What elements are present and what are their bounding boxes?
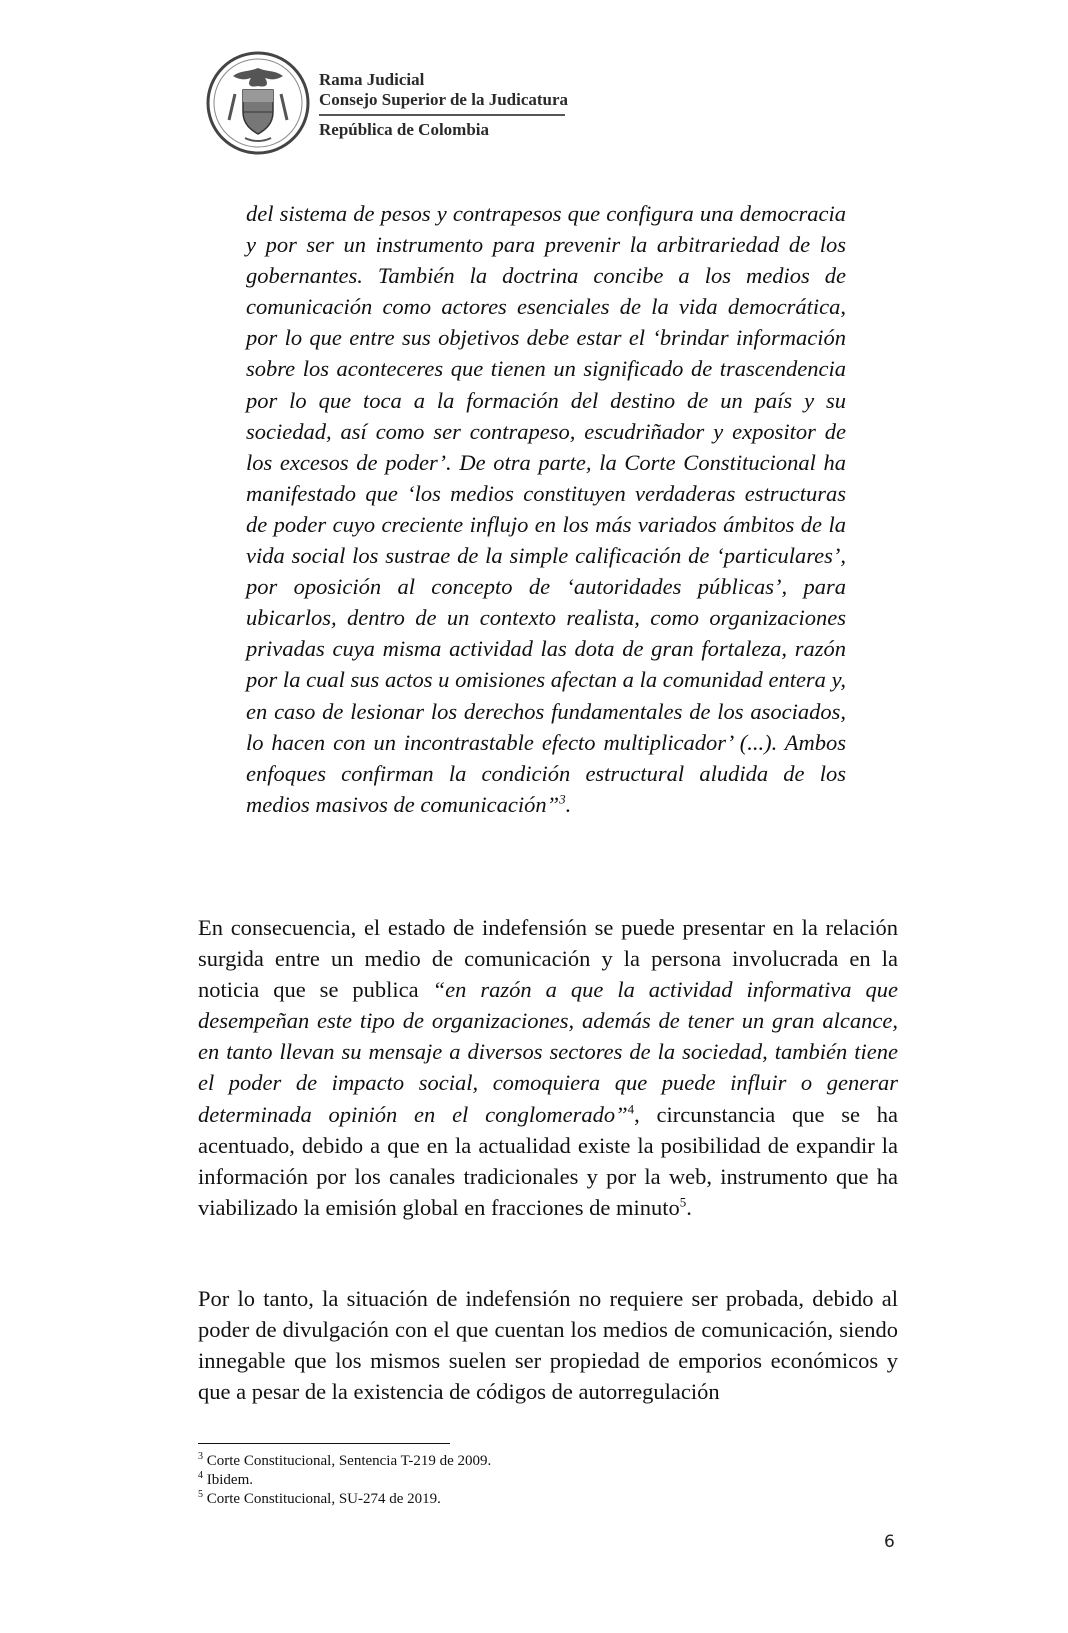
page-number: 6	[884, 1532, 895, 1552]
footnote-number: 4	[198, 1470, 203, 1481]
block-quote	[246, 198, 846, 820]
footnote-number: 5	[198, 1489, 203, 1500]
footnote-ref-3: 3	[559, 791, 566, 807]
paragraph-consecuencia	[198, 912, 898, 1223]
institution-country: República de Colombia	[319, 120, 490, 139]
institution-name: Rama Judicial	[319, 70, 425, 89]
footnote-separator	[198, 1443, 450, 1444]
institution-council: Consejo Superior de la Judicatura	[319, 90, 569, 109]
footnote-text: Ibidem.	[206, 1472, 253, 1488]
letterhead	[205, 50, 569, 160]
footnote-ref-4: 4	[627, 1101, 635, 1117]
footnote-text: Corte Constitucional, SU-274 de 2019.	[206, 1491, 441, 1507]
footnote-item	[198, 1452, 898, 1471]
footnote-item	[198, 1490, 898, 1509]
paragraph1-quoted: “en razón a que la actividad informativa que desempeñan este tipo de organizaciones, además de tener un gran alcance, en tanto llevan su mensaje a diversos sectores de la sociedad, también tiene el poder de impacto social, comoquiera que puede influir o generar determinada opinión en el conglomerado”	[198, 977, 898, 1127]
paragraph1-end: .	[686, 1194, 692, 1220]
footnotes	[198, 1452, 898, 1509]
footnote-ref-5: 5	[679, 1194, 687, 1210]
quote-text: del sistema de pesos y contrapesos que configura una democracia y por ser un instrumento para prevenir la arbitrariedad de los gobernantes. También la doctrina concibe a los medios de comunicación como actores esenciales de la vida democrática, por lo que entre sus objetivos debe estar el ‘brindar información sobre los aconteceres que tienen un significado de trascendencia por lo que toca a la formación del destino de un país y su sociedad, así como ser contrapeso, escudriñador y expositor de los excesos de poder’. De otra parte, la Corte Constitucional ha manifestado que ‘los medios constituyen verdaderas estructuras de poder cuyo creciente influjo en los más variados ámbitos de la vida social los sustrae de la simple calificación de ‘particulares’, por oposición al concepto de ‘autoridades públicas’, para ubicarlos, dentro de un contexto realista, como organizaciones privadas cuya misma actividad las dota de gran fortaleza, razón por la cual sus actos u omisiones afectan a la comunidad entera y, en caso de lesionar los derechos fundamentales de los asociados, lo hacen con un incontrastable efecto multiplicador’ (...). Ambos enfoques confirman la condición estructural aludida de los medios masivos de comunicación”	[246, 201, 846, 817]
coat-of-arms-seal-icon	[205, 50, 311, 156]
header-divider	[319, 114, 565, 116]
quote-end: .	[565, 791, 572, 817]
paragraph1-intro: En consecuencia, el estado de indefensión se puede presentar en la relación surgida entre un medio de comunicación y la persona involucrada en la noticia que se publica	[198, 915, 898, 1003]
footnote-text: Corte Constitucional, Sentencia T-219 de 2009.	[206, 1453, 492, 1469]
paragraph1-middle: , circunstancia que se ha acentuado, debido a que en la actualidad existe la posibilidad de expandir la información por los canales tradicionales y por la web, instrumento que ha viabilizado la emisión global en fracciones de minuto	[198, 1101, 899, 1220]
paragraph-por-lo-tanto: Por lo tanto, la situación de indefensión no requiere ser probada, debido al poder de divulgación con el que cuentan los medios de comunicación, siendo innegable que los mismos suelen ser propiedad de emporios económicos y que a pesar de la existencia de códigos de autorregulación	[198, 1286, 898, 1405]
footnote-item	[198, 1471, 898, 1490]
footnote-number: 3	[198, 1451, 203, 1462]
